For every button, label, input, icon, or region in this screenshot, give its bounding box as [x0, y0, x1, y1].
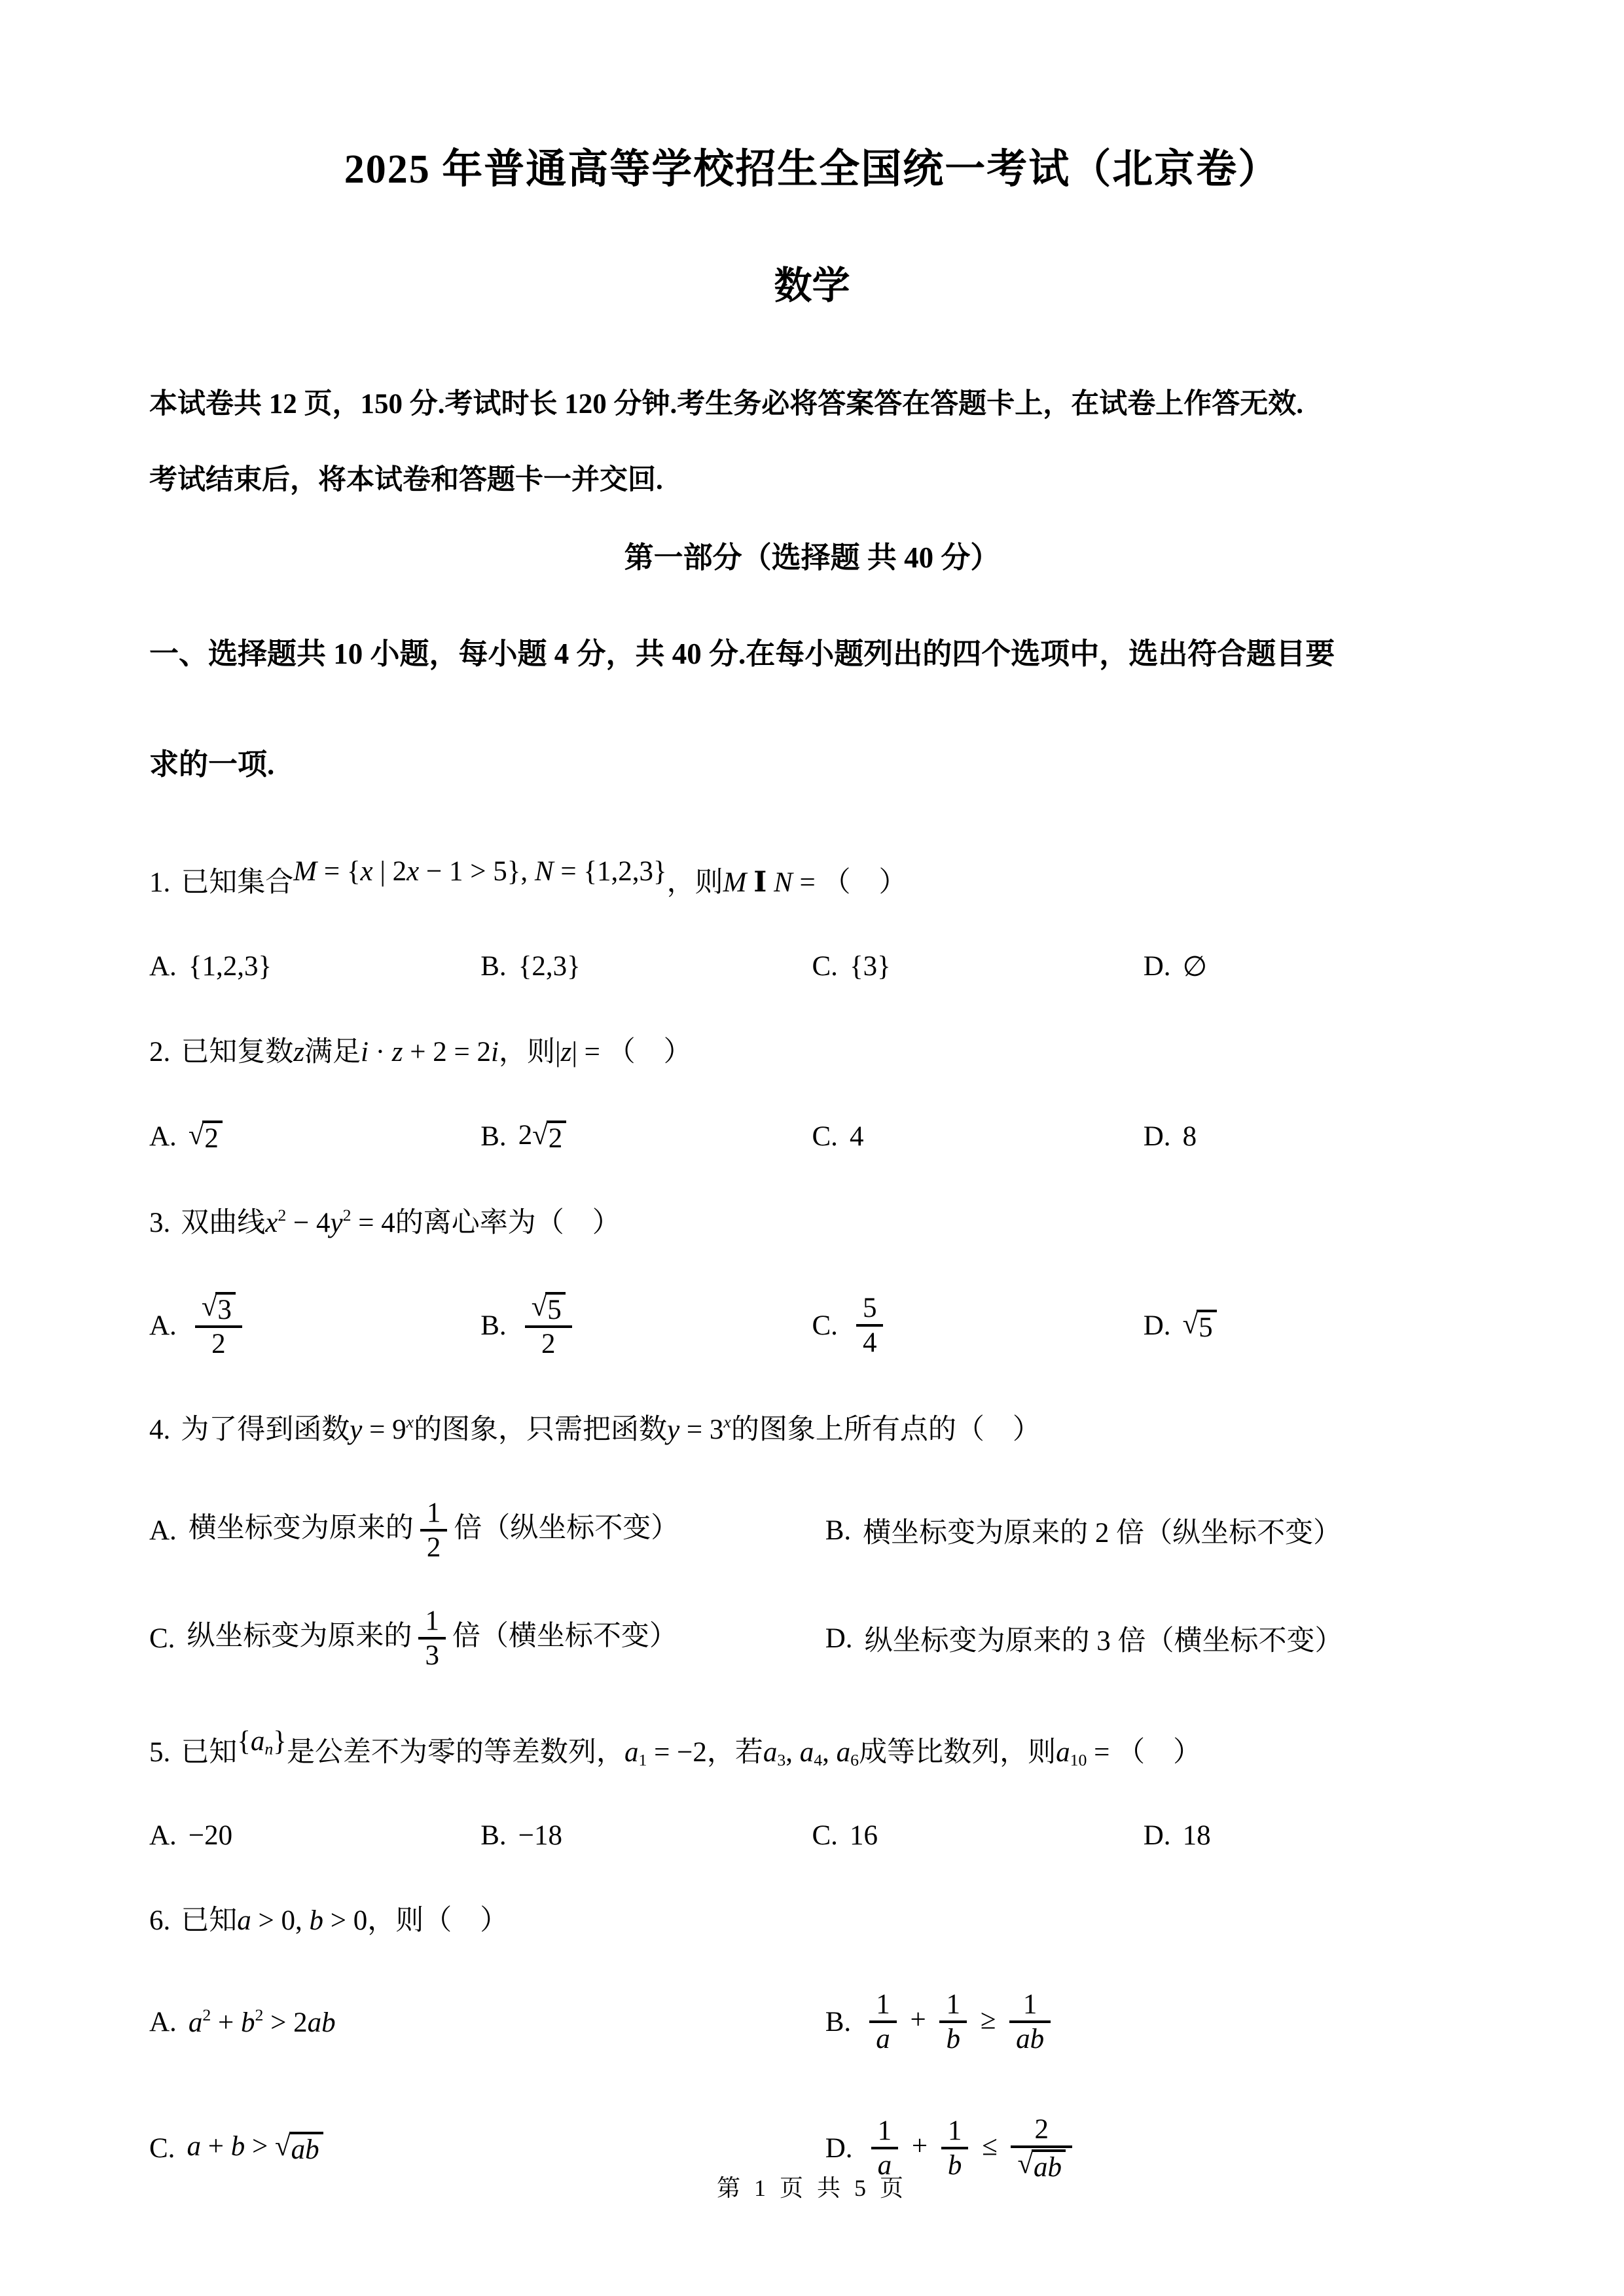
option-label: D.: [1143, 1820, 1171, 1852]
option-label: A.: [149, 2006, 177, 2037]
radical: [202, 1292, 236, 1325]
text-run: 8: [1182, 1121, 1197, 1153]
option-content: [189, 1497, 679, 1564]
option-3D: [1144, 1291, 1475, 1361]
fraction-denominator: [418, 1637, 446, 1672]
fraction: [939, 1988, 967, 2056]
option-3A: [149, 1291, 480, 1361]
option-content: [1183, 1308, 1217, 1343]
radical-sign-icon: √: [201, 1291, 217, 1322]
text-run: > 0: [323, 1905, 368, 1937]
radical-sign-icon: √: [188, 1120, 204, 1151]
text-run: | 2: [372, 856, 407, 887]
text-run: x: [406, 1412, 414, 1431]
text-run: ab: [1016, 2024, 1045, 2055]
text-run: ≤: [975, 2130, 1005, 2161]
option-label: C.: [812, 1121, 838, 1153]
text-run: 倍（纵坐标不变）: [454, 1513, 679, 1544]
text-run: M: [723, 867, 747, 898]
text-run: {: [237, 1725, 251, 1757]
option-5D: [1144, 1820, 1475, 1852]
text-run: ，则: [498, 1036, 555, 1067]
text-run: > 0,: [251, 1905, 310, 1937]
option-content: [1183, 950, 1207, 983]
fraction-denominator: [420, 1529, 448, 1564]
text-run: ·: [368, 1036, 392, 1067]
question-list: [149, 851, 1475, 2183]
text-run: 横坐标变为原来的: [188, 1513, 414, 1544]
text-run: b: [309, 1905, 324, 1937]
fraction-numerator: [420, 1497, 448, 1529]
radicand: [289, 2132, 323, 2165]
text-run: z: [293, 1036, 304, 1067]
text-run: y: [350, 1414, 363, 1445]
option-4D: [825, 1605, 1475, 1672]
radical: [532, 1121, 566, 1154]
option-5A: [149, 1820, 480, 1852]
option-label: C.: [149, 1623, 175, 1654]
text-run: {1,2,3}: [188, 951, 272, 982]
text-run: > 2: [263, 2007, 308, 2038]
radical-sign-icon: √: [532, 1120, 548, 1151]
text-run: b: [240, 2007, 255, 2038]
option-label: A.: [149, 1820, 177, 1852]
option-label: B.: [480, 1820, 507, 1852]
section-heading: 第一部分（选择题 共 40 分）: [624, 541, 1000, 574]
text-run: 2: [255, 2005, 264, 2024]
option-1C: [812, 950, 1144, 983]
text-run: = （ ）: [792, 867, 907, 898]
text-run: ，则: [666, 867, 723, 898]
text-run: +: [905, 2130, 935, 2161]
subscript: [264, 1739, 273, 1758]
text-run: 18: [1182, 1820, 1211, 1852]
text-run: 1: [638, 1750, 647, 1770]
text-run: z: [560, 1036, 572, 1067]
fraction-numerator: [939, 1988, 967, 2020]
fraction-numerator: [195, 1291, 242, 1325]
option-content: [850, 1121, 864, 1153]
text-run: 已知集合: [181, 867, 294, 898]
radical: [189, 1121, 223, 1154]
subscript: [814, 1750, 822, 1769]
option-label: C.: [149, 2132, 175, 2164]
option-content: [189, 2005, 336, 2039]
option-content: [865, 1619, 1343, 1659]
text-run: 纵坐标变为原来的: [187, 1621, 412, 1652]
text-run: 1: [425, 1605, 439, 1636]
option-content: [187, 1605, 677, 1672]
option-label: C.: [812, 1820, 838, 1852]
fraction-denominator: [856, 1324, 884, 1359]
text-run: = （ ）: [1087, 1736, 1202, 1768]
options-2: [149, 1119, 1475, 1154]
fraction-numerator: [1009, 1988, 1051, 2020]
option-label: C.: [812, 951, 838, 982]
option-label: A.: [149, 1310, 177, 1341]
question-5: [149, 1721, 1475, 1852]
text-run: 1: [877, 2115, 892, 2146]
text-run: 5: [1199, 1312, 1213, 1343]
notice-line-2: 考试结束后，将本试卷和答题卡一并交回.: [149, 465, 663, 495]
text-run: a: [799, 1736, 814, 1768]
text-run: }: [273, 1725, 287, 1757]
option-3B: [480, 1291, 812, 1361]
text-run: 2: [202, 2005, 211, 2024]
option-content: [189, 1119, 223, 1154]
text-run: 2: [426, 1532, 441, 1564]
text-run: ∅: [1182, 951, 1208, 982]
text-run: 2: [1034, 2113, 1049, 2145]
option-2C: [812, 1119, 1144, 1154]
text-run: ，若: [706, 1736, 763, 1768]
option-4B: [825, 1497, 1475, 1564]
text-run: 2: [211, 1329, 226, 1360]
option-label: B.: [825, 2006, 852, 2037]
exam-subject: 数学: [774, 264, 850, 307]
fraction: [869, 1988, 897, 2056]
options-3: [149, 1291, 1475, 1361]
text-run: b: [947, 2150, 962, 2181]
text-run: 的离心率为（ ）: [395, 1208, 621, 1239]
subscript: [850, 1750, 859, 1769]
fraction: [195, 1291, 242, 1361]
option-1A: [149, 950, 480, 983]
text-run: {3}: [849, 951, 891, 982]
option-4A: [149, 1497, 825, 1564]
option-label: D.: [825, 2132, 853, 2164]
text-run: |: [554, 1036, 561, 1067]
text-run: N: [534, 856, 554, 887]
radicand: [547, 1121, 567, 1154]
option-label: A.: [149, 1515, 177, 1546]
text-run: Ⅰ: [746, 867, 774, 898]
text-run: = −2: [647, 1736, 707, 1768]
text-run: 2: [548, 1123, 563, 1154]
option-content: [850, 1292, 890, 1359]
question-number: 3.: [149, 1208, 171, 1239]
page-footer: 第 1 页 共 5 页: [716, 2175, 907, 2201]
text-run: a: [836, 1736, 851, 1768]
text-run: = 3: [679, 1414, 724, 1445]
option-label: D.: [1143, 1310, 1171, 1341]
text-run: 是公差不为零的等差数列，: [286, 1736, 624, 1768]
text-run: 1: [876, 1988, 890, 2020]
radical: [275, 2132, 323, 2165]
text-run: = 4: [351, 1208, 395, 1239]
text-run: 1: [1022, 1988, 1038, 2020]
radical-sign-icon: √: [274, 2131, 291, 2162]
text-run: +: [903, 2004, 933, 2036]
option-2A: [149, 1119, 480, 1154]
text-run: 已知复数: [181, 1036, 294, 1067]
option-content: [863, 1988, 1057, 2056]
text-run: x: [360, 856, 373, 887]
inline-equation: [237, 1721, 287, 1763]
text-run: i: [491, 1036, 499, 1067]
radicand: [215, 1292, 236, 1325]
text-run: a: [237, 1905, 251, 1937]
text-run: 已知: [181, 1905, 238, 1937]
question-1: [149, 851, 1475, 983]
text-run: N: [774, 867, 793, 898]
text-run: a: [624, 1736, 639, 1768]
option-content: [189, 950, 272, 982]
text-run: b: [946, 2024, 960, 2055]
text-run: 2: [541, 1329, 556, 1360]
option-label: C.: [812, 1310, 838, 1341]
radical-sign-icon: √: [1182, 1308, 1199, 1340]
text-run: −18: [518, 1820, 562, 1852]
option-label: A.: [149, 951, 177, 982]
fraction: [525, 1291, 572, 1361]
question-number: 5.: [149, 1736, 171, 1768]
question-6: [149, 1900, 1475, 2183]
text-run: b: [230, 2131, 245, 2162]
option-content: [518, 1291, 579, 1361]
radicand: [1197, 1310, 1217, 1343]
text-run: = {: [317, 856, 361, 887]
text-run: x: [723, 1412, 731, 1431]
question-number: 1.: [149, 867, 171, 898]
text-run: a: [1056, 1736, 1070, 1768]
superscript: [406, 1412, 414, 1431]
option-label: B.: [480, 1121, 507, 1153]
fraction: [420, 1497, 448, 1564]
fraction-denominator: [195, 1325, 242, 1360]
option-content: [850, 950, 891, 982]
option-1D: [1144, 950, 1475, 983]
section-intro-line-1: 一、选择题共 10 小题，每小题 4 分，共 40 分.在每小题列出的四个选项中，选出符合题目要: [149, 637, 1335, 670]
radical: [532, 1292, 566, 1325]
text-run: 3: [777, 1750, 786, 1770]
text-run: | = （ ）: [571, 1036, 692, 1067]
fraction-numerator: [525, 1291, 572, 1325]
option-label: D.: [825, 1623, 853, 1654]
exam-notice: [149, 382, 1475, 497]
text-run: y: [667, 1414, 680, 1445]
text-run: 2: [204, 1123, 219, 1154]
option-content: [863, 1511, 1341, 1551]
option-content: [189, 1291, 249, 1361]
option-4C: [149, 1605, 825, 1672]
option-1B: [480, 950, 812, 983]
fraction-numerator: [941, 2115, 969, 2147]
text-run: ,: [785, 1736, 800, 1768]
text-run: ab: [1034, 2152, 1062, 2183]
subscript: [1070, 1750, 1087, 1769]
notice-line-1: 本试卷共 12 页，150 分.考试时长 120 分钟.考生务必将答案答在答题卡上，在试卷上作答无效.: [149, 389, 1303, 420]
text-run: ,: [822, 1736, 837, 1768]
text-run: a: [876, 2024, 890, 2055]
radicand: [202, 1121, 223, 1154]
fraction-numerator: [856, 1292, 884, 1324]
text-run: 为了得到函数: [181, 1414, 350, 1445]
option-content: [518, 1119, 567, 1154]
inline-equation: [293, 851, 666, 893]
question-stem-6: [149, 1900, 1475, 1943]
text-run: n: [264, 1739, 274, 1759]
radical-sign-icon: √: [1017, 2149, 1034, 2180]
text-run: 已知: [181, 1736, 238, 1768]
text-run: 双曲线: [181, 1208, 266, 1239]
option-6B: [825, 1988, 1475, 2056]
text-run: 1: [947, 2115, 962, 2146]
text-run: 6: [850, 1750, 859, 1770]
fraction-numerator: [1011, 2113, 1072, 2145]
fraction-denominator: [939, 2020, 967, 2055]
text-run: 5: [862, 1292, 877, 1323]
text-run: 5: [547, 1294, 562, 1325]
text-run: >: [245, 2131, 275, 2162]
question-stem-1: [149, 851, 1475, 905]
options-5: [149, 1820, 1475, 1852]
question-number: 4.: [149, 1414, 171, 1445]
text-run: 10: [1070, 1750, 1087, 1770]
superscript: [202, 2005, 211, 2024]
option-2B: [480, 1119, 812, 1154]
option-content: [1183, 1121, 1197, 1153]
options-1: [149, 950, 1475, 983]
option-content: [187, 2130, 323, 2165]
question-3: [149, 1202, 1475, 1360]
text-run: 的图象，只需把函数: [414, 1414, 668, 1445]
fraction-numerator: [418, 1605, 446, 1637]
text-run: 4: [814, 1750, 823, 1770]
option-3C: [812, 1291, 1144, 1361]
subscript: [638, 1750, 647, 1769]
question-stem-4: [149, 1409, 1475, 1452]
text-run: a: [763, 1736, 778, 1768]
text-run: 的图象上所有点的（ ）: [731, 1414, 1041, 1445]
fraction-denominator: [869, 2020, 897, 2055]
superscript: [723, 1412, 731, 1431]
fraction: [856, 1292, 884, 1359]
text-run: 满足: [304, 1036, 361, 1067]
section-intro-line-2: 求的一项.: [149, 748, 275, 781]
question-number: 6.: [149, 1905, 171, 1937]
text-run: 2: [518, 1120, 533, 1151]
fraction: [418, 1605, 446, 1672]
options-6: [149, 1988, 1475, 2183]
text-run: 4: [849, 1121, 864, 1153]
text-run: a: [187, 2131, 201, 2162]
text-run: z: [391, 1036, 403, 1067]
radicand: [545, 1292, 566, 1325]
option-label: B.: [480, 951, 507, 982]
text-run: 2: [342, 1206, 352, 1225]
text-run: 纵坐标变为原来的 3 倍（横坐标不变）: [864, 1625, 1343, 1657]
fraction: [1009, 1988, 1051, 2056]
option-content: [518, 1820, 562, 1852]
question-stem-2: [149, 1031, 1475, 1074]
text-run: = 9: [362, 1414, 406, 1445]
text-run: M: [293, 856, 317, 887]
text-run: 1: [946, 1988, 960, 2020]
option-content: [518, 950, 581, 982]
option-content: [189, 1820, 232, 1852]
subscript: [777, 1750, 785, 1769]
section-intro: [149, 630, 1475, 783]
superscript: [343, 1206, 352, 1225]
text-run: 4: [862, 1327, 877, 1359]
question-4: [149, 1409, 1475, 1672]
text-run: 16: [849, 1820, 878, 1852]
text-run: + 2 = 2: [403, 1036, 492, 1067]
text-run: 倍（横坐标不变）: [452, 1621, 677, 1652]
option-content: [1183, 1820, 1211, 1852]
text-run: 3: [217, 1294, 232, 1325]
text-run: 3: [425, 1640, 439, 1672]
text-run: a: [877, 2150, 892, 2181]
exam-title: 2025 年普通高等学校招生全国统一考试（北京卷）: [344, 147, 1280, 192]
text-run: ，则（ ）: [367, 1905, 509, 1937]
text-run: − 4: [286, 1208, 331, 1239]
text-run: x: [406, 856, 420, 887]
option-content: [850, 1820, 878, 1852]
fraction-numerator: [869, 1988, 897, 2020]
options-4: [149, 1497, 1475, 1672]
superscript: [278, 1206, 286, 1225]
question-stem-5: [149, 1721, 1475, 1774]
text-run: 成等比数列，则: [859, 1736, 1056, 1768]
text-run: +: [211, 2007, 241, 2038]
text-run: −20: [188, 1820, 233, 1852]
option-6A: [149, 1988, 825, 2056]
question-stem-3: [149, 1202, 1475, 1245]
option-5B: [480, 1820, 812, 1852]
option-label: A.: [149, 1121, 177, 1153]
superscript: [255, 2005, 263, 2024]
text-run: − 1 > 5},: [419, 856, 535, 887]
question-2: [149, 1031, 1475, 1155]
text-run: x: [265, 1208, 278, 1239]
radical: [1183, 1310, 1217, 1343]
radical-sign-icon: √: [531, 1291, 547, 1322]
text-run: 2: [278, 1206, 287, 1225]
option-label: D.: [1143, 1121, 1171, 1153]
text-run: ≥: [973, 2004, 1003, 2036]
text-run: y: [330, 1208, 343, 1239]
text-run: i: [360, 1036, 369, 1067]
text-run: 1: [426, 1498, 441, 1529]
text-run: +: [200, 2131, 231, 2162]
text-run: = {1,2,3}: [553, 856, 667, 887]
question-number: 2.: [149, 1036, 171, 1067]
option-2D: [1144, 1119, 1475, 1154]
text-run: ab: [307, 2007, 336, 2038]
text-run: a: [250, 1725, 265, 1757]
fraction-denominator: [1009, 2020, 1051, 2055]
option-5C: [812, 1820, 1144, 1852]
option-label: D.: [1143, 951, 1171, 982]
text-run: 横坐标变为原来的 2 倍（纵坐标不变）: [863, 1517, 1342, 1549]
option-label: B.: [825, 1515, 852, 1546]
text-run: a: [188, 2007, 203, 2038]
text-run: {2,3}: [518, 951, 581, 982]
fraction-numerator: [871, 2115, 899, 2147]
fraction-denominator: [525, 1325, 572, 1360]
text-run: ab: [291, 2134, 319, 2166]
option-label: B.: [480, 1310, 507, 1341]
